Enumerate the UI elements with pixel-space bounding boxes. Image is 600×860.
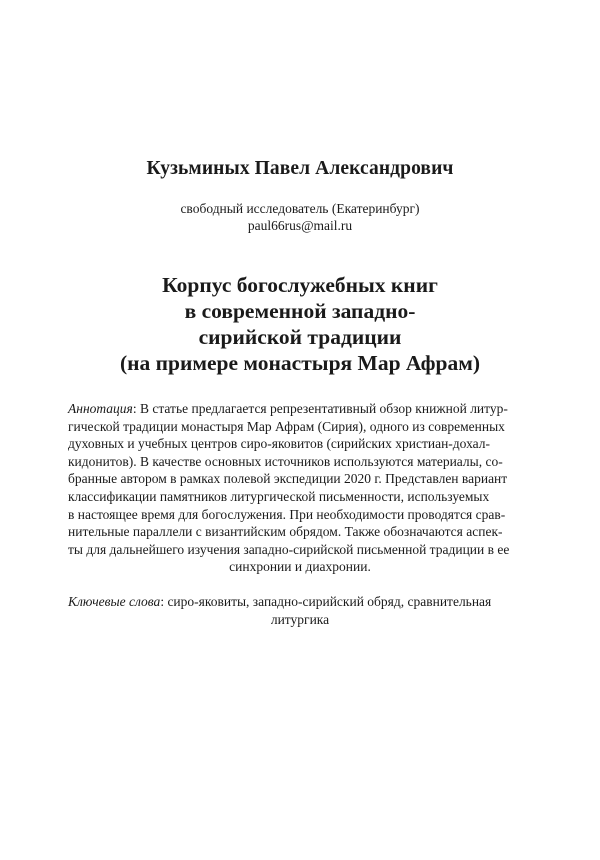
abstract-line: гической традиции монастыря Мар Афрам (Сирия), одного из современных: [68, 418, 505, 434]
author-name: Кузьминых Павел Александрович: [146, 158, 454, 179]
abstract-line: в настоящее время для богослужения. При необходимости проводятся срав-: [68, 506, 506, 522]
keywords-label: Ключевые слова: [68, 594, 161, 609]
keywords-text: : сиро-яковиты, западно-сирийский обряд, сравнительная: [160, 594, 492, 609]
abstract-line-last: синхронии и диахронии.: [229, 559, 371, 575]
abstract-line: духовных и учебных центров сиро-яковитов (сирийских христиан-дохал-: [68, 436, 491, 452]
keywords-line-first: [68, 593, 532, 611]
abstract-line: классификации памятников литургической письменности, используемых: [68, 488, 490, 504]
article-title: [0, 272, 600, 376]
abstract-line: нительные параллели с византийским обрядом. Также обозначаются аспек-: [68, 524, 503, 540]
abstract-line: кидонитов). В качестве основных источников используются материалы, со-: [68, 453, 503, 469]
title-line: сирийской традиции: [198, 325, 402, 349]
affiliation-text: свободный исследователь (Екатеринбург): [180, 201, 420, 216]
abstract-line: ты для дальнейшего изучения западно-сирийской письменной традиции в ее: [68, 541, 510, 557]
author-email: paul66rus@mail.ru: [247, 218, 353, 233]
title-line: в современной западно-: [184, 299, 416, 323]
keywords: [68, 593, 532, 628]
abstract-line: бранные автором в рамках полевой экспедиции 2020 г. Представлен вариант: [68, 471, 508, 487]
abstract-text: : В статье предлагается репрезентативный обзор книжной литур-: [132, 401, 508, 416]
keywords-line-last: литургика: [270, 611, 330, 627]
author-affiliation: [0, 200, 600, 234]
title-line: Корпус богослужебных книг: [162, 273, 438, 297]
abstract: [68, 400, 532, 576]
abstract-label: Аннотация: [68, 401, 133, 416]
abstract-line-first: [68, 400, 532, 418]
title-line: (на примере монастыря Мар Афрам): [119, 351, 481, 375]
